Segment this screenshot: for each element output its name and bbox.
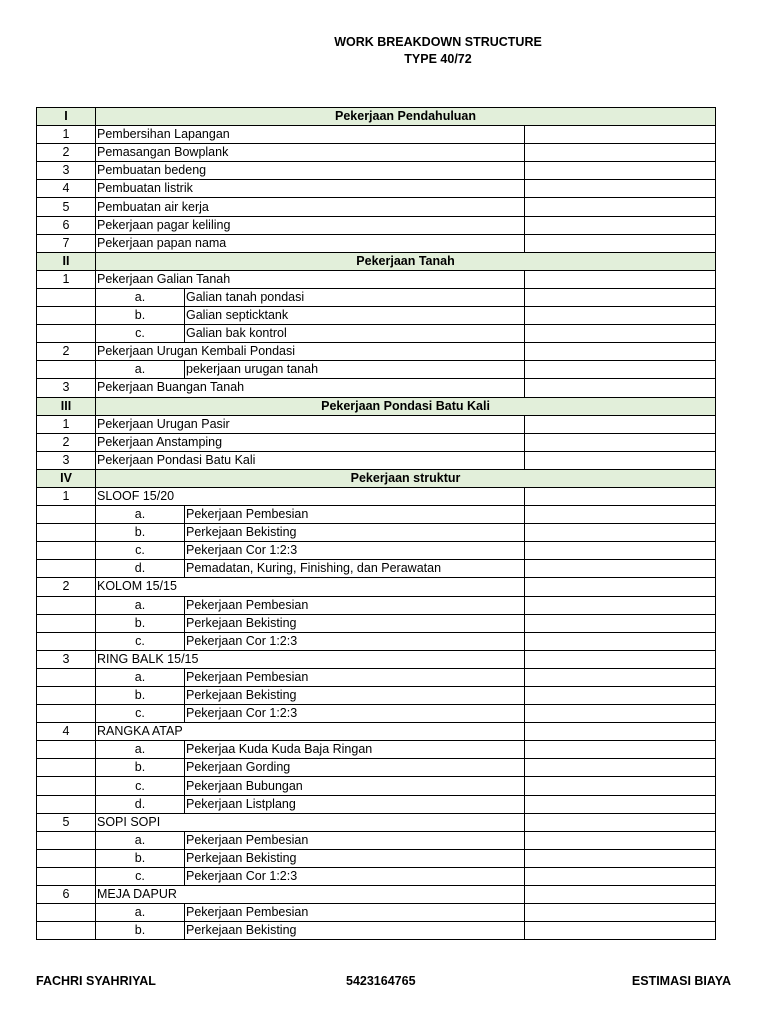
subitem-name: pekerjaan urugan tanah xyxy=(185,361,525,379)
subitem-letter: c. xyxy=(96,777,185,795)
item-name: Pekerjaan Buangan Tanah xyxy=(96,379,525,397)
subitem-value-cell xyxy=(525,632,716,650)
subitem-name: Galian bak kontrol xyxy=(185,325,525,343)
subitem-value-cell xyxy=(525,904,716,922)
subitem-name: Perkejaan Bekisting xyxy=(185,524,525,542)
subitem-row xyxy=(37,705,716,723)
item-row xyxy=(37,578,716,596)
item-number: 1 xyxy=(37,487,96,505)
subitem-value-cell xyxy=(525,288,716,306)
subitem-row xyxy=(37,560,716,578)
subitem-blank-cell xyxy=(37,325,96,343)
item-row xyxy=(37,813,716,831)
item-row xyxy=(37,415,716,433)
subitem-blank-cell xyxy=(37,614,96,632)
item-name: SLOOF 15/20 xyxy=(96,487,525,505)
subitem-row xyxy=(37,777,716,795)
subitem-row xyxy=(37,849,716,867)
subitem-row xyxy=(37,632,716,650)
item-row xyxy=(37,180,716,198)
subitem-row xyxy=(37,741,716,759)
subitem-letter: a. xyxy=(96,361,185,379)
subitem-letter: b. xyxy=(96,759,185,777)
item-row xyxy=(37,451,716,469)
subitem-value-cell xyxy=(525,867,716,885)
item-value-cell xyxy=(525,198,716,216)
subitem-name: Galian tanah pondasi xyxy=(185,288,525,306)
subitem-blank-cell xyxy=(37,596,96,614)
subitem-letter: b. xyxy=(96,922,185,940)
subitem-row xyxy=(37,668,716,686)
subitem-name: Perkejaan Bekisting xyxy=(185,614,525,632)
subitem-blank-cell xyxy=(37,361,96,379)
subitem-name: Pekerjaa Kuda Kuda Baja Ringan xyxy=(185,741,525,759)
item-value-cell xyxy=(525,723,716,741)
item-number: 6 xyxy=(37,216,96,234)
item-value-cell xyxy=(525,180,716,198)
item-number: 2 xyxy=(37,578,96,596)
item-row xyxy=(37,234,716,252)
section-numeral: III xyxy=(37,397,96,415)
section-title: Pekerjaan Pendahuluan xyxy=(96,108,716,126)
subitem-letter: d. xyxy=(96,795,185,813)
item-row xyxy=(37,198,716,216)
subitem-blank-cell xyxy=(37,867,96,885)
subitem-row xyxy=(37,759,716,777)
subitem-row xyxy=(37,904,716,922)
subitem-row xyxy=(37,795,716,813)
subitem-blank-cell xyxy=(37,849,96,867)
item-number: 2 xyxy=(37,144,96,162)
section-header-row xyxy=(37,108,716,126)
subitem-name: Perkejaan Bekisting xyxy=(185,849,525,867)
subitem-name: Pekerjaan Gording xyxy=(185,759,525,777)
subitem-value-cell xyxy=(525,668,716,686)
subitem-value-cell xyxy=(525,849,716,867)
item-number: 4 xyxy=(37,723,96,741)
item-number: 5 xyxy=(37,198,96,216)
subitem-name: Pekerjaan Pembesian xyxy=(185,904,525,922)
subitem-blank-cell xyxy=(37,307,96,325)
item-row xyxy=(37,433,716,451)
subtitle-line: TYPE 40/72 xyxy=(404,52,472,66)
document-title xyxy=(238,34,638,68)
footer-author: FACHRI SYAHRIYAL xyxy=(36,974,156,988)
section-numeral: II xyxy=(37,252,96,270)
item-name: SOPI SOPI xyxy=(96,813,525,831)
subitem-value-cell xyxy=(525,596,716,614)
subitem-row xyxy=(37,506,716,524)
subitem-letter: b. xyxy=(96,614,185,632)
subitem-row xyxy=(37,524,716,542)
section-header-row xyxy=(37,469,716,487)
section-title: Pekerjaan Tanah xyxy=(96,252,716,270)
item-name: RING BALK 15/15 xyxy=(96,650,525,668)
item-number: 3 xyxy=(37,162,96,180)
item-name: MEJA DAPUR xyxy=(96,886,525,904)
item-name: Pekerjaan Urugan Kembali Pondasi xyxy=(96,343,525,361)
subitem-letter: a. xyxy=(96,904,185,922)
item-number: 7 xyxy=(37,234,96,252)
subitem-value-cell xyxy=(525,922,716,940)
subitem-letter: b. xyxy=(96,524,185,542)
subitem-blank-cell xyxy=(37,922,96,940)
item-number: 3 xyxy=(37,650,96,668)
subitem-row xyxy=(37,867,716,885)
subitem-blank-cell xyxy=(37,777,96,795)
subitem-name: Pekerjaan Cor 1:2:3 xyxy=(185,542,525,560)
item-name: Pekerjaan papan nama xyxy=(96,234,525,252)
subitem-value-cell xyxy=(525,687,716,705)
subitem-name: Pekerjaan Cor 1:2:3 xyxy=(185,705,525,723)
subitem-blank-cell xyxy=(37,524,96,542)
wbs-table-body xyxy=(37,108,716,940)
subitem-name: Pekerjaan Pembesian xyxy=(185,506,525,524)
subitem-letter: a. xyxy=(96,831,185,849)
subitem-letter: a. xyxy=(96,288,185,306)
subitem-name: Perkejaan Bekisting xyxy=(185,687,525,705)
item-row xyxy=(37,650,716,668)
item-name: Pekerjaan Urugan Pasir xyxy=(96,415,525,433)
item-value-cell xyxy=(525,379,716,397)
footer-id: 5423164765 xyxy=(346,974,416,988)
subitem-blank-cell xyxy=(37,705,96,723)
item-value-cell xyxy=(525,813,716,831)
subitem-value-cell xyxy=(525,795,716,813)
item-name: Pekerjaan Anstamping xyxy=(96,433,525,451)
subitem-letter: c. xyxy=(96,542,185,560)
subitem-name: Pekerjaan Bubungan xyxy=(185,777,525,795)
item-name: Pekerjaan Pondasi Batu Kali xyxy=(96,451,525,469)
item-value-cell xyxy=(525,343,716,361)
subitem-value-cell xyxy=(525,361,716,379)
item-value-cell xyxy=(525,650,716,668)
subitem-letter: c. xyxy=(96,325,185,343)
item-value-cell xyxy=(525,270,716,288)
subitem-value-cell xyxy=(525,759,716,777)
item-number: 4 xyxy=(37,180,96,198)
subitem-blank-cell xyxy=(37,560,96,578)
item-row xyxy=(37,723,716,741)
item-number: 1 xyxy=(37,270,96,288)
subitem-letter: b. xyxy=(96,687,185,705)
subitem-row xyxy=(37,361,716,379)
subitem-value-cell xyxy=(525,614,716,632)
subitem-row xyxy=(37,325,716,343)
subitem-row xyxy=(37,922,716,940)
item-value-cell xyxy=(525,487,716,505)
subitem-blank-cell xyxy=(37,795,96,813)
subitem-blank-cell xyxy=(37,288,96,306)
subitem-name: Perkejaan Bekisting xyxy=(185,922,525,940)
subitem-blank-cell xyxy=(37,668,96,686)
subitem-letter: b. xyxy=(96,307,185,325)
subitem-blank-cell xyxy=(37,687,96,705)
subitem-row xyxy=(37,614,716,632)
item-number: 2 xyxy=(37,343,96,361)
subitem-blank-cell xyxy=(37,831,96,849)
item-value-cell xyxy=(525,216,716,234)
subitem-blank-cell xyxy=(37,759,96,777)
item-number: 2 xyxy=(37,433,96,451)
subitem-letter: a. xyxy=(96,741,185,759)
item-row xyxy=(37,270,716,288)
item-name: KOLOM 15/15 xyxy=(96,578,525,596)
subitem-blank-cell xyxy=(37,506,96,524)
section-numeral: I xyxy=(37,108,96,126)
item-row xyxy=(37,886,716,904)
item-value-cell xyxy=(525,578,716,596)
item-row xyxy=(37,162,716,180)
subitem-value-cell xyxy=(525,325,716,343)
item-value-cell xyxy=(525,451,716,469)
item-name: RANGKA ATAP xyxy=(96,723,525,741)
subitem-blank-cell xyxy=(37,542,96,560)
subitem-row xyxy=(37,288,716,306)
item-value-cell xyxy=(525,234,716,252)
subitem-row xyxy=(37,831,716,849)
item-name: Pemasangan Bowplank xyxy=(96,144,525,162)
subitem-name: Pekerjaan Cor 1:2:3 xyxy=(185,632,525,650)
item-row xyxy=(37,126,716,144)
item-name: Pekerjaan Galian Tanah xyxy=(96,270,525,288)
subitem-letter: b. xyxy=(96,849,185,867)
item-number: 1 xyxy=(37,415,96,433)
subitem-letter: c. xyxy=(96,705,185,723)
footer-label: ESTIMASI BIAYA xyxy=(631,974,731,988)
subitem-name: Pekerjaan Cor 1:2:3 xyxy=(185,867,525,885)
item-row xyxy=(37,216,716,234)
item-name: Pembuatan air kerja xyxy=(96,198,525,216)
item-value-cell xyxy=(525,886,716,904)
subitem-value-cell xyxy=(525,831,716,849)
wbs-table xyxy=(36,107,716,940)
item-row xyxy=(37,487,716,505)
item-value-cell xyxy=(525,126,716,144)
subitem-value-cell xyxy=(525,524,716,542)
subitem-letter: a. xyxy=(96,668,185,686)
subitem-value-cell xyxy=(525,705,716,723)
section-header-row xyxy=(37,252,716,270)
subitem-value-cell xyxy=(525,777,716,795)
subitem-letter: a. xyxy=(96,596,185,614)
item-name: Pembuatan listrik xyxy=(96,180,525,198)
subitem-letter: d. xyxy=(96,560,185,578)
item-value-cell xyxy=(525,144,716,162)
subitem-value-cell xyxy=(525,542,716,560)
subitem-blank-cell xyxy=(37,904,96,922)
item-row xyxy=(37,343,716,361)
subitem-value-cell xyxy=(525,506,716,524)
subitem-row xyxy=(37,687,716,705)
subitem-value-cell xyxy=(525,307,716,325)
subitem-row xyxy=(37,542,716,560)
subitem-name: Pekerjaan Pembesian xyxy=(185,831,525,849)
item-name: Pembersihan Lapangan xyxy=(96,126,525,144)
subitem-blank-cell xyxy=(37,632,96,650)
subitem-value-cell xyxy=(525,560,716,578)
item-number: 1 xyxy=(37,126,96,144)
subitem-row xyxy=(37,307,716,325)
item-name: Pekerjaan pagar keliling xyxy=(96,216,525,234)
subitem-name: Pemadatan, Kuring, Finishing, dan Perawatan xyxy=(185,560,525,578)
title-line: WORK BREAKDOWN STRUCTURE xyxy=(334,35,542,49)
subitem-row xyxy=(37,596,716,614)
item-value-cell xyxy=(525,433,716,451)
subitem-name: Galian septicktank xyxy=(185,307,525,325)
item-value-cell xyxy=(525,162,716,180)
item-number: 5 xyxy=(37,813,96,831)
item-row xyxy=(37,379,716,397)
subitem-name: Pekerjaan Listplang xyxy=(185,795,525,813)
item-number: 3 xyxy=(37,379,96,397)
item-number: 6 xyxy=(37,886,96,904)
subitem-value-cell xyxy=(525,741,716,759)
subitem-letter: c. xyxy=(96,867,185,885)
item-name: Pembuatan bedeng xyxy=(96,162,525,180)
subitem-name: Pekerjaan Pembesian xyxy=(185,668,525,686)
subitem-blank-cell xyxy=(37,741,96,759)
subitem-letter: c. xyxy=(96,632,185,650)
section-numeral: IV xyxy=(37,469,96,487)
item-number: 3 xyxy=(37,451,96,469)
item-value-cell xyxy=(525,415,716,433)
subitem-letter: a. xyxy=(96,506,185,524)
subitem-name: Pekerjaan Pembesian xyxy=(185,596,525,614)
section-header-row xyxy=(37,397,716,415)
section-title: Pekerjaan struktur xyxy=(96,469,716,487)
item-row xyxy=(37,144,716,162)
section-title: Pekerjaan Pondasi Batu Kali xyxy=(96,397,716,415)
